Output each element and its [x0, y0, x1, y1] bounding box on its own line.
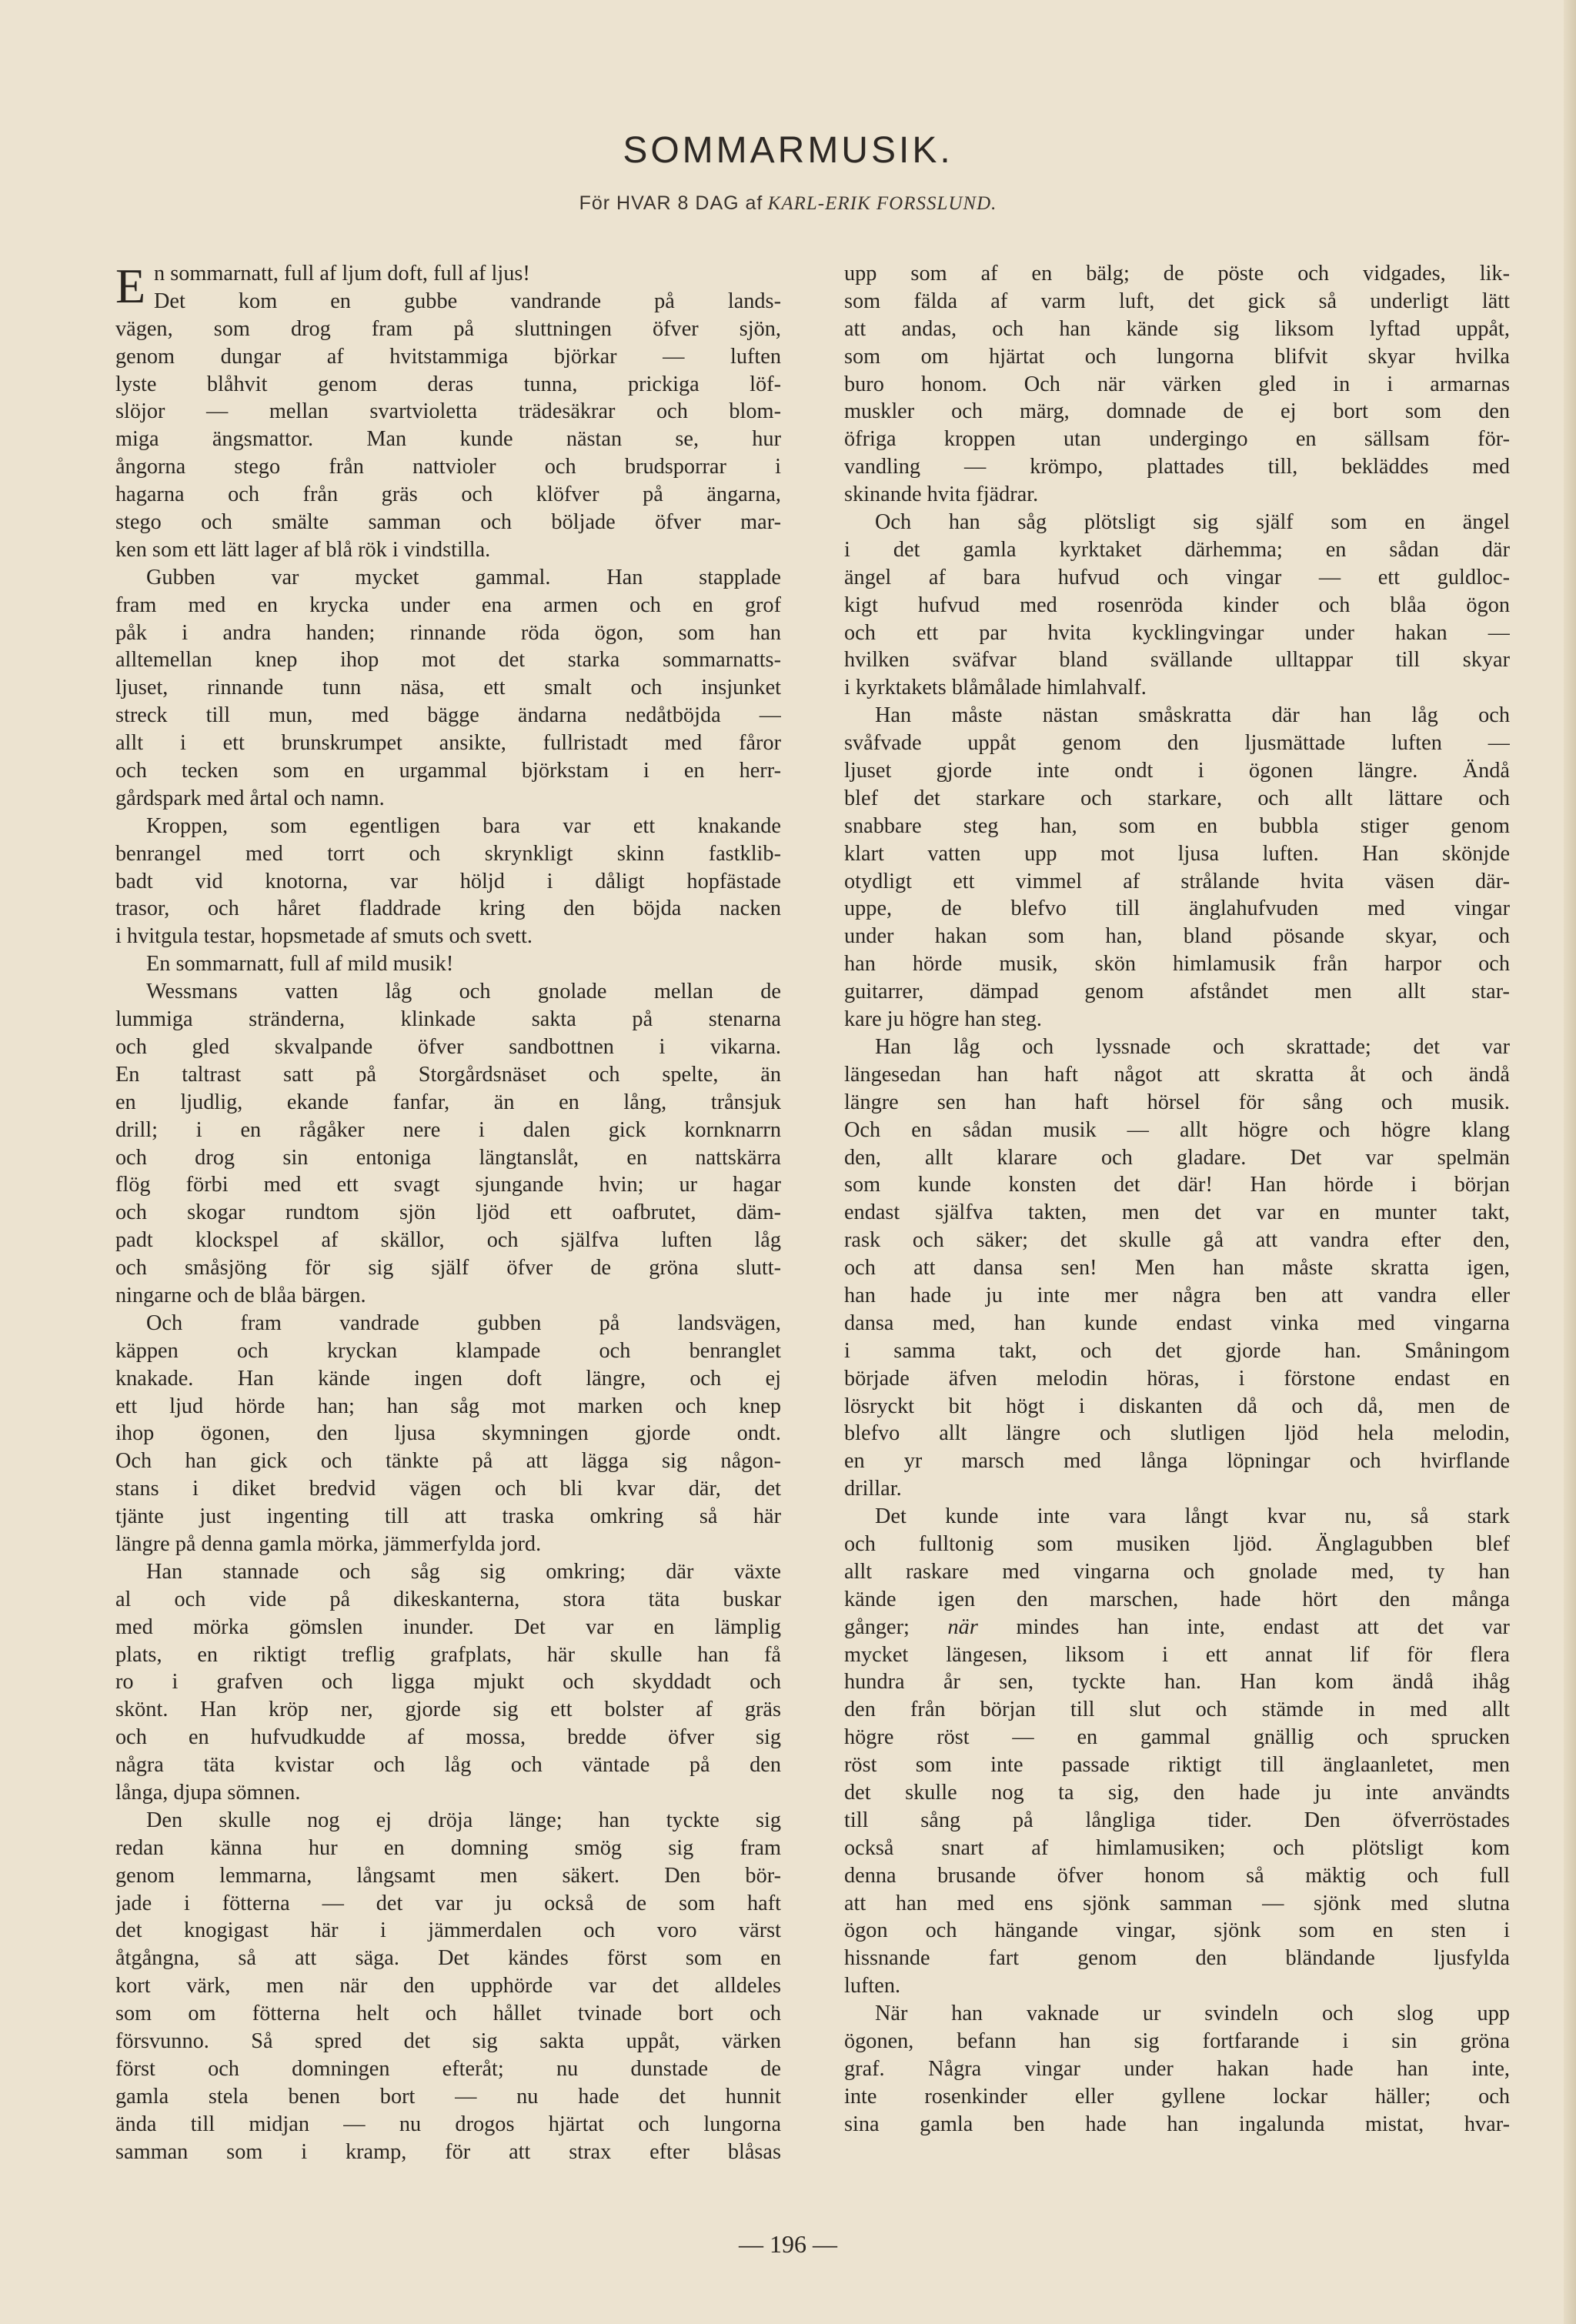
- text-line: öfriga kroppen utan undergingo en sällsam för-: [844, 427, 1510, 452]
- text-line: streck till mun, med bägge ändarna nedåtböjda —: [115, 703, 781, 728]
- text-line: han hade ju inte mer några ben att vandra eller: [844, 1283, 1510, 1307]
- text-line: Och han gick och tänkte på att lägga sig någon-: [115, 1449, 781, 1474]
- text-line: klart vatten upp mot ljusa luften. Han skönjde: [844, 841, 1510, 866]
- text-line: vandling — krömpo, plattades till, bekläddes med: [844, 455, 1510, 479]
- text-line: ångorna stego från nattvioler och brudsporrar i: [115, 455, 781, 479]
- text-line: kigt hufvud med rosenröda kinder och blåa ögon: [844, 593, 1510, 617]
- text-line: samman som i kramp, för att strax efter blåsas: [115, 2139, 781, 2164]
- text-line: längre på denna gamla mörka, jämmerfylda jord.: [115, 1531, 542, 1556]
- text-line: i kyrktakets blåmålade himlahvalf.: [844, 676, 1147, 700]
- text-line: Det kunde inte vara långt kvar nu, så stark: [875, 1504, 1510, 1529]
- text-line: några täta kvistar och låg och väntade på den: [115, 1753, 781, 1778]
- left-column: [115, 260, 781, 2165]
- text-line: benrangel med torrt och skrynkligt skinn fastklib-: [115, 841, 781, 866]
- text-line: med mörka gömslen inunder. Det var en lämplig: [115, 1614, 781, 1639]
- text-line: Han stannade och såg sig omkring; där växte: [146, 1559, 781, 1584]
- byline-author: KARL-ERIK FORSSLUND.: [767, 193, 997, 214]
- text-line: ögon och hängande vingar, sjönk som en sten i: [844, 1918, 1510, 1943]
- text-line: ända till midjan — nu drogos hjärtat och lungorna: [115, 2112, 781, 2136]
- text-line: först och domningen efteråt; nu dunstade de: [115, 2056, 781, 2081]
- text-line: upp som af en bälg; de pöste och vidgades, lik-: [844, 262, 1510, 285]
- text-line: allt raskare med vingarna och gnolade med, ty han: [844, 1559, 1510, 1584]
- text-line: ljuset, rinnande tunn näsa, ett smalt och insjunket: [115, 676, 781, 700]
- text-line: dansa med, han kunde endast vinka med vingarna: [844, 1311, 1510, 1335]
- text-line: försvunno. Så spred det sig sakta uppåt, värken: [115, 2029, 781, 2053]
- text-line: rask och säker; det skulle gå att vandra efter den,: [844, 1228, 1510, 1253]
- text-line: ljuset gjorde inte ondt i ögonen längre. Ändå: [844, 759, 1510, 783]
- text-line: Wessmans vatten låg och gnolade mellan de: [146, 980, 781, 1004]
- text-line: n sommarnatt, full af ljum doft, full af ljus!: [154, 262, 530, 285]
- text-line: i det gamla kyrktaket därhemma; en sådan där: [844, 537, 1510, 562]
- text-line: ängel af bara hufvud och vingar — ett guldloc-: [844, 565, 1510, 589]
- text-line: längesedan han haft något att skratta åt och ändå: [844, 1062, 1510, 1087]
- page-edge: [1564, 0, 1576, 2324]
- text-line: kare ju högre han steg.: [844, 1007, 1042, 1032]
- text-line: skinande hvita fjädrar.: [844, 482, 1039, 507]
- text-line: det skulle nog ta sig, den hade ju inte användts: [844, 1780, 1510, 1805]
- text-line: och drog sin entoniga längtanslåt, en nattskärra: [115, 1145, 781, 1170]
- text-line: snabbare steg han, som en bubbla stiger genom: [844, 813, 1510, 838]
- text-line: kände igen den marschen, hade hört den många: [844, 1587, 1510, 1611]
- text-line: En sommarnatt, full af mild musik!: [146, 952, 454, 977]
- text-line: miga ängsmattor. Man kunde nästan se, hur: [115, 427, 781, 452]
- text-line: lummiga stränderna, klinkade sakta på stenarna: [115, 1007, 781, 1032]
- text-line: stego och smälte samman och böljade öfver mar-: [115, 510, 781, 535]
- text-line: gamla stela benen bort — nu hade det hunnit: [115, 2084, 781, 2109]
- text-line: under hakan som han, bland pösande skyar, och: [844, 924, 1510, 949]
- text-line: en yr marsch med långa löpningar och hvirflande: [844, 1449, 1510, 1474]
- right-column: [844, 260, 1510, 2139]
- text-line: påk i andra handen; rinnande röda ögon, som han: [115, 620, 781, 645]
- text-line: stans i diket bredvid vägen och bli kvar där, det: [115, 1477, 781, 1501]
- text-line: blef det starkare och starkare, och allt lättare och: [844, 786, 1510, 810]
- text-line: åtgångna, så att säga. Det kändes först som en: [115, 1946, 781, 1971]
- text-line: allt i ett brunskrumpet ansikte, fullristadt med fåror: [115, 731, 781, 756]
- byline: [0, 192, 1576, 215]
- text-line: kort värk, men när den upphörde var det alldeles: [115, 1974, 781, 1998]
- text-line: drillar.: [844, 1477, 902, 1501]
- text-line: sina gamla ben hade han ingalunda mistat, hvar-: [844, 2112, 1510, 2136]
- text-line: som om hjärtat och lungorna blifvit skyar hvilka: [844, 344, 1510, 369]
- text-line: och gled skvalpande öfver sandbottnen i vikarna.: [115, 1034, 781, 1059]
- text-line: blefvo allt längre och slutligen ljöd hela melodin,: [844, 1421, 1510, 1446]
- text-line: alltemellan knep ihop mot det starka sommarnatts-: [115, 648, 781, 673]
- text-line: Och en sådan musik — allt högre och högre klang: [844, 1117, 1510, 1142]
- text-line: och en hufvudkudde af mossa, bredde öfver sig: [115, 1725, 781, 1750]
- text-line: hvilken sväfvar bland svällande ulltappar till skyar: [844, 648, 1510, 673]
- text-line: slöjor — mellan svartvioletta trädesäkrar och blom-: [115, 399, 781, 424]
- text-line: och tecken som en urgammal björkstam i en herr-: [115, 759, 781, 783]
- text-line: och småsjöng för sig själf öfver de gröna slutt-: [115, 1256, 781, 1281]
- text-line: flög förbi med ett svagt sjungande hvin; ur hagar: [115, 1173, 781, 1197]
- text-line: hundra år sen, tyckte han. Han kom ändå ihåg: [844, 1670, 1510, 1695]
- text-line: redan känna hur en domning smög sig fram: [115, 1835, 781, 1860]
- text-line: al och vide på dikeskanterna, stora täta buskar: [115, 1587, 781, 1611]
- text-line: långa, djupa sömnen.: [115, 1780, 301, 1805]
- text-line: i samma takt, och det gjorde han. Småningom: [844, 1338, 1510, 1363]
- text-line: en ljudlig, ekande fanfar, än en lång, trånsjuk: [115, 1090, 781, 1114]
- text-line: röst som inte passade riktigt till änglaanletet, men: [844, 1753, 1510, 1778]
- text-line: Den skulle nog ej dröja länge; han tyckte sig: [146, 1808, 781, 1832]
- text-line: lyste blåhvit genom deras tunna, prickiga löf-: [115, 372, 781, 396]
- text-line: hagarna och från gräs och klöfver på ängarna,: [115, 482, 781, 507]
- byline-prefix: För HVAR 8 DAG af: [579, 192, 763, 214]
- text-line: drill; i en rågåker nere i dalen gick kornknarrn: [115, 1117, 781, 1142]
- text-line: som kunde konsten det där! Han hörde i början: [844, 1173, 1510, 1197]
- text-line: otydligt ett vimmel af strålande hvita väsen där-: [844, 869, 1510, 893]
- text-line: knakade. Han kände ingen doft längre, och ej: [115, 1366, 781, 1391]
- text-line: den, allt klarare och gladare. Det var spelmän: [844, 1145, 1510, 1170]
- text-line: han hörde musik, skön himlamusik från harpor och: [844, 952, 1510, 977]
- text-line: i hvitgula testar, hopsmetade af smuts och svett.: [115, 924, 533, 949]
- text-line: Han låg och lyssnade och skrattade; det var: [875, 1034, 1510, 1059]
- text-line: genom lemmarna, långsamt men säkert. Den bör-: [115, 1863, 781, 1888]
- text-line: som fälda af varm luft, det gick så underligt lätt: [844, 289, 1510, 313]
- text-line: graf. Några vingar under hakan hade han inte,: [844, 2056, 1510, 2081]
- text-line: högre röst — en gammal gnällig och sprucken: [844, 1725, 1510, 1750]
- text-line: inte rosenkinder eller gyllene lockar häller; och: [844, 2084, 1510, 2109]
- text-line: En taltrast satt på Storgårdsnäset och spelte, än: [115, 1062, 781, 1087]
- text-line: plats, en riktigt treflig grafplats, här skulle han få: [115, 1642, 781, 1667]
- text-line: att andas, och han kände sig liksom lyftad uppåt,: [844, 316, 1510, 341]
- text-line: Gubben var mycket gammal. Han stapplade: [146, 565, 781, 589]
- text-line: Han måste nästan småskratta där han låg och: [875, 703, 1510, 728]
- text-line: också snart af himlamusiken; och plötsligt kom: [844, 1835, 1510, 1860]
- text-line: ken som ett lätt lager af blå rök i vindstilla.: [115, 537, 491, 562]
- text-line: badt vid knotorna, var höljd i dåligt hopfästade: [115, 869, 781, 893]
- text-line: till sång på långliga tider. Den öfverröstades: [844, 1808, 1510, 1832]
- drop-cap: E: [115, 259, 146, 313]
- text-line: ögonen, befann han sig fortfarande i sin gröna: [844, 2029, 1510, 2053]
- article-title: SOMMARMUSIK.: [623, 130, 953, 171]
- page-number: — 196 —: [739, 2230, 837, 2258]
- text-line: att han med ens sjönk samman — sjönk med slutna: [844, 1891, 1510, 1915]
- text-line: muskler och märg, domnade de ej bort som den: [844, 399, 1510, 424]
- text-line: genom dungar af hvitstammiga björkar — luften: [115, 344, 781, 369]
- text-line: svåfvade uppåt genom den ljusmättade luften —: [844, 731, 1510, 756]
- text-line: ro i grafven och ligga mjukt och skyddadt och: [115, 1670, 781, 1695]
- text-line: käppen och kryckan klampade och benranglet: [115, 1338, 781, 1363]
- text-line: gårdspark med årtal och namn.: [115, 786, 385, 810]
- text-line: guitarrer, dämpad genom afståndet men allt star-: [844, 980, 1510, 1004]
- text-line: längre sen han haft hörsel för sång och musik.: [844, 1090, 1510, 1114]
- text-line: padt klockspel af skällor, och själfva luften låg: [115, 1228, 781, 1253]
- text-line: mycket längesen, liksom i ett annat lif för flera: [844, 1642, 1510, 1667]
- text-line: endast själfva takten, men det var en munter takt,: [844, 1200, 1510, 1225]
- text-line: luften.: [844, 1974, 901, 1998]
- text-line: uppe, de blefvo till änglahufvuden med vingar: [844, 897, 1510, 921]
- text-line: denna brusande öfver honom så mäktig och full: [844, 1863, 1510, 1888]
- text-line: Och fram vandrade gubben på landsvägen,: [146, 1311, 781, 1335]
- text-line: tjänte just ingenting till att traska omkring så här: [115, 1504, 781, 1529]
- text-line: den från början till slut och stämde in med allt: [844, 1698, 1510, 1722]
- text-line: gånger; när mindes han inte, endast att det var: [844, 1614, 1510, 1639]
- text-line: hissnande fart genom den bländande ljusfylda: [844, 1946, 1510, 1971]
- text-line: ihop ögonen, den ljusa skymningen gjorde ondt.: [115, 1421, 781, 1446]
- text-line: vägen, som drog fram på sluttningen öfver sjön,: [115, 316, 781, 341]
- text-line: skönt. Han kröp ner, gjorde sig ett bolster af gräs: [115, 1698, 781, 1722]
- text-line: som om fötterna helt och hållet tvinade bort och: [115, 2002, 781, 2026]
- text-line: Och han såg plötsligt sig själf som en ängel: [875, 510, 1510, 535]
- text-line: lösryckt bit högt i diskanten då och då, men de: [844, 1394, 1510, 1418]
- text-line: buro honom. Och när värken gled in i armarnas: [844, 372, 1510, 396]
- text-line: och skogar rundtom sjön ljöd ett oafbrutet, däm-: [115, 1200, 781, 1225]
- text-line: Kroppen, som egentligen bara var ett knakande: [146, 813, 781, 838]
- text-line: trasor, och håret fladdrade kring den böjda nacken: [115, 897, 781, 921]
- text-line: och att dansa sen! Men han måste skratta igen,: [844, 1256, 1510, 1281]
- text-line: ett ljud hörde han; han såg mot marken och knep: [115, 1394, 781, 1418]
- text-line: började äfven melodin höras, i förstone endast en: [844, 1366, 1510, 1391]
- text-line: jade i fötterna — det var ju också de som haft: [115, 1891, 781, 1915]
- text-line: ningarne och de blåa bärgen.: [115, 1283, 366, 1307]
- text-line: fram med en krycka under ena armen och en grof: [115, 593, 781, 617]
- text-line: När han vaknade ur svindeln och slog upp: [875, 2002, 1510, 2026]
- text-line: Det kom en gubbe vandrande på lands-: [154, 289, 781, 313]
- text-line: och fulltonig som musiken ljöd. Änglagubben blef: [844, 1531, 1510, 1556]
- text-line: det knogigast här i jämmerdalen och voro värst: [115, 1918, 781, 1943]
- text-line: och ett par hvita kycklingvingar under hakan —: [844, 620, 1510, 645]
